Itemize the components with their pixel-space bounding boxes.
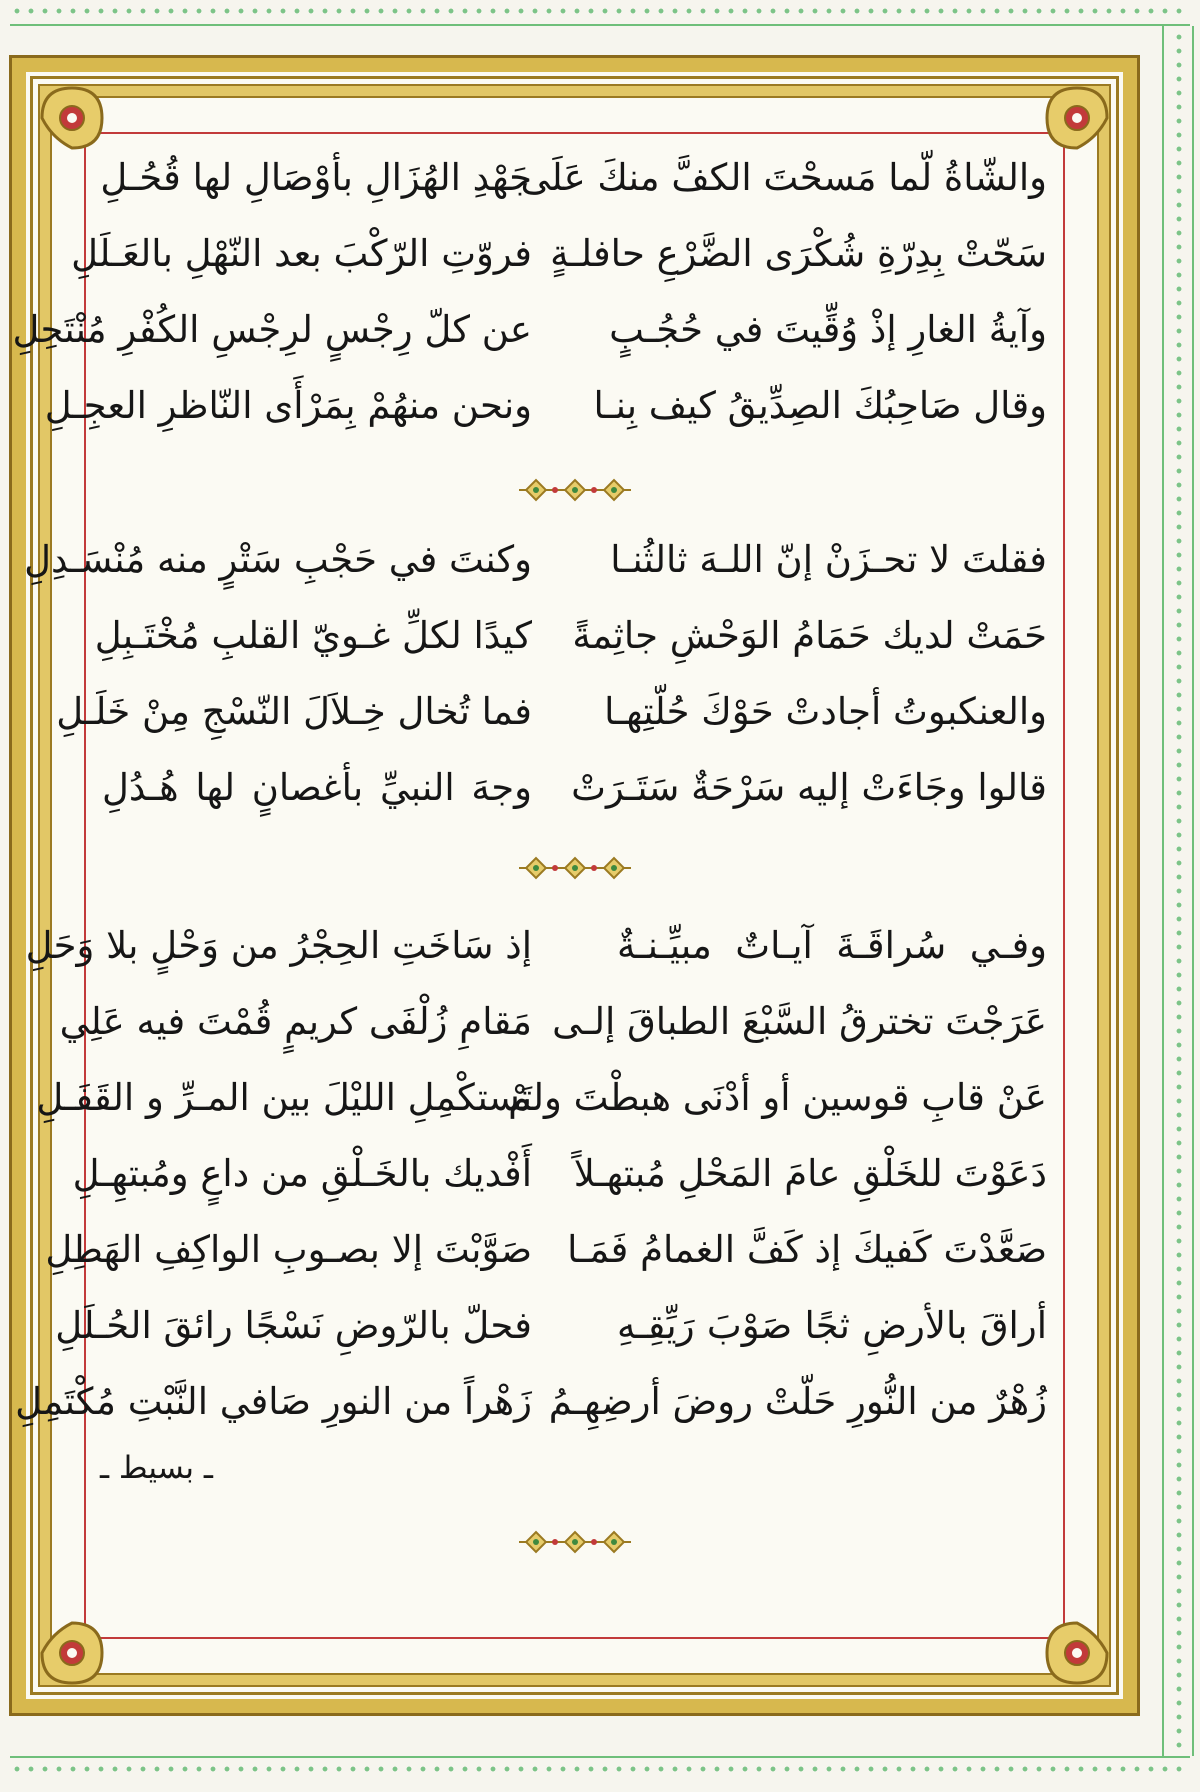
verse-first-hemistich: دَعَوْتَ للخَلْقِ عامَ المَحْلِ مُبتهـلاً	[573, 1151, 1047, 1195]
verse-line	[12, 216, 1137, 292]
stanza-divider-ornament-icon	[12, 470, 1137, 510]
meter-label: ـ بسيط ـ	[100, 1450, 213, 1486]
verse-second-hemistich: مَقامِ زُلْفَى كريمٍ قُمْتَ فيه عَلِي	[59, 999, 532, 1043]
verse-first-hemistich: والعنكبوتُ أجادتْ حَوْكَ حُلّتِهـا	[604, 689, 1047, 733]
verse-first-hemistich: قالوا وجَاءَتْ إليه سَرْحَةٌ سَتَـرَتْ	[571, 765, 1047, 809]
verse-first-hemistich: فقلتَ لا تحـزَنْ إنّ اللـهَ ثالثُنـا	[610, 537, 1047, 581]
verse-first-hemistich: وقال صَاحِبُكَ الصِدِّيقُ كيف بِنـا	[593, 383, 1047, 427]
closing-ornament-icon	[12, 1522, 1137, 1562]
verse-line	[12, 1288, 1137, 1364]
verse-second-hemistich: وجهَ النبيِّ بأغصانٍ لها هُـدُلِ	[102, 765, 532, 809]
verse-second-hemistich: وكنتَ في حَجْبِ سَتْرٍ منه مُنْسَـدِلِ	[24, 537, 532, 581]
verse-line	[12, 292, 1137, 368]
verse-line	[12, 522, 1137, 598]
verse-line	[12, 598, 1137, 674]
verse-first-hemistich: عَنْ قابِ قوسين أو أدْنَى هبطْتَ ولمْ	[508, 1075, 1047, 1119]
stanza-3	[12, 908, 1137, 1440]
verse-line	[12, 1212, 1137, 1288]
verse-second-hemistich: إذ سَاخَتِ الحِجْرُ من وَحْلٍ بلا وَحَلِ	[25, 923, 532, 967]
verse-first-hemistich: صَعَّدْتَ كَفيكَ إذ كَفَّ الغمامُ فَمَـا	[567, 1227, 1047, 1271]
verse-second-hemistich: فما تُخال خِـلاَلَ النّسْجِ مِنْ خَلَـلِ	[56, 689, 532, 733]
verse-line	[12, 1060, 1137, 1136]
verse-line	[12, 368, 1137, 444]
corner-ornament-icon	[1037, 1613, 1117, 1693]
verse-second-hemistich: جَهْدِ الهُزَالِ بأوْصَالِ لها قُحُـلِ	[100, 155, 532, 199]
verse-line	[12, 1136, 1137, 1212]
verse-second-hemistich: ونحن منهُمْ بِمَرْأَى النّاظرِ العجِـلِ	[44, 383, 532, 427]
verse-second-hemistich: أَفْديك بالخَـلْقِ من داعٍ ومُبتهِـلِ	[72, 1151, 532, 1195]
verse-line	[12, 1364, 1137, 1440]
verse-second-hemistich: تَستكْمِلِ الليْلَ بين المـرِّ و القَفَـلِ	[36, 1075, 532, 1119]
verse-line	[12, 908, 1137, 984]
stanza-divider-ornament-icon	[12, 848, 1137, 888]
verse-first-hemistich: زُهْرٌ من النُّورِ حَلّتْ روضَ أرضِهِـمُ	[548, 1379, 1047, 1423]
verse-first-hemistich: وآيةُ الغارِ إذْ وُقِّيتَ في حُجُـبٍ	[609, 307, 1047, 351]
verse-first-hemistich: سَحّتْ بِدِرّةِ شُكْرَى الضَّرْعِ حافلـةٍ	[550, 231, 1047, 275]
corner-ornament-icon	[32, 1613, 112, 1693]
verse-first-hemistich: وفـي سُراقَـةَ آيـاتٌ مبيِّـنـةٌ	[617, 923, 1047, 967]
verse-first-hemistich: حَمَتْ لديك حَمَامُ الوَحْشِ جاثِمةً	[572, 613, 1047, 657]
stanza-1	[12, 140, 1137, 444]
verse-line	[12, 984, 1137, 1060]
verse-second-hemistich: فحلّ بالرّوضِ نَسْجًا رائقَ الحُـلَلِ	[55, 1303, 532, 1347]
verse-first-hemistich: أراقَ بالأرضِ ثجًا صَوْبَ رَيِّقِـهِ	[617, 1303, 1047, 1347]
verse-line	[12, 674, 1137, 750]
verse-second-hemistich: زَهْراً من النورِ صَافي النَّبْتِ مُكْتَمِلِ	[15, 1379, 532, 1423]
verse-first-hemistich: والشّاةُ لّما مَسحْتَ الكفَّ منكَ عَلَى	[520, 155, 1047, 199]
verse-first-hemistich: عَرَجْتَ تخترقُ السَّبْعَ الطباقَ إلـى	[552, 999, 1047, 1043]
stanza-2	[12, 522, 1137, 826]
verse-line	[12, 750, 1137, 826]
verse-second-hemistich: صَوَّبْتَ إلا بصـوبِ الواكِفِ الهَطِلِ	[45, 1227, 532, 1271]
verse-second-hemistich: كيدًا لكلِّ غـويّ القلبِ مُخْتَـبِلِ	[94, 613, 532, 657]
verse-line	[12, 140, 1137, 216]
verse-second-hemistich: فروّتِ الرّكْبَ بعد النّهْلِ بالعَـلَلِ	[71, 231, 532, 275]
verse-second-hemistich: عن كلّ رِجْسٍ لرِجْسِ الكُفْرِ مُنْتَحِلِ	[12, 307, 532, 351]
